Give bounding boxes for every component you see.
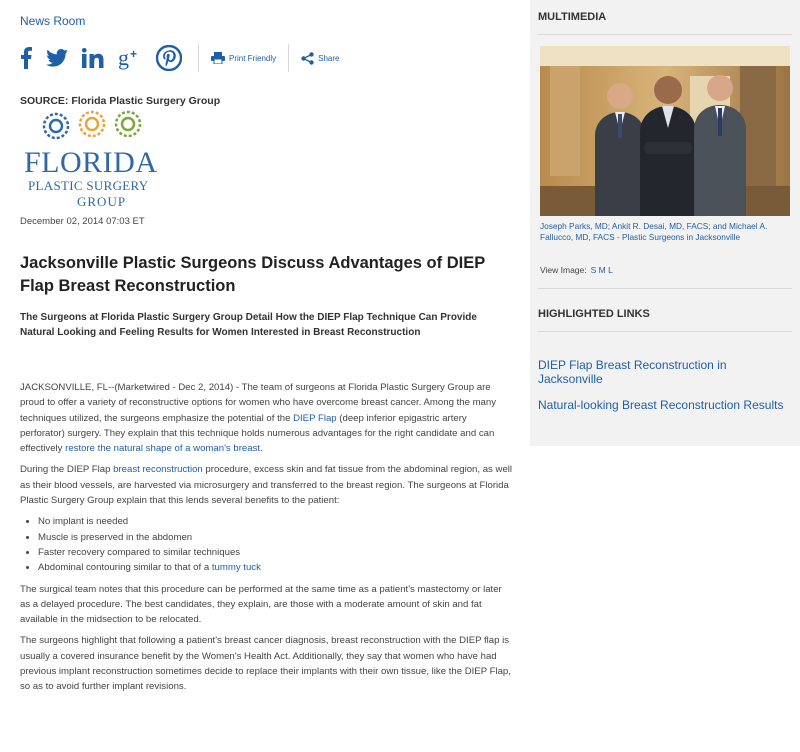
svg-text:g: g — [118, 46, 129, 70]
company-logo — [20, 110, 170, 210]
logo-emblem-icon — [20, 110, 170, 146]
share-button[interactable] — [301, 52, 339, 65]
photo-caption[interactable]: Joseph Parks, MD; Ankit R. Desai, MD, FACS; and Michael A. Fallucco, MD, FACS - Plastic Surgeons in Jacksonville — [540, 221, 768, 242]
share-toolbar — [20, 38, 339, 78]
article-body — [20, 380, 514, 701]
linkedin-icon[interactable] — [82, 48, 104, 68]
toolbar-divider — [288, 44, 289, 72]
svg-text:+: + — [130, 47, 138, 61]
sidebar-divider — [538, 34, 792, 35]
restore-shape-link[interactable]: restore the natural shape of a woman's breast — [65, 443, 261, 455]
print-friendly-button[interactable] — [211, 52, 276, 64]
share-label: Share — [318, 53, 340, 63]
paragraph-2: During the DIEP Flap breast reconstruction procedure, excess skin and fat tissue from the abdominal region, as well as their blood vessels, are harvested via microsurgery and transferred to the breast region. The surgeons at Florida Plastic Surgery Group explain that this lends several benefits to the patient: — [20, 464, 513, 507]
facebook-icon[interactable] — [20, 47, 32, 69]
share-icon — [301, 52, 314, 65]
subheadline: The Surgeons at Florida Plastic Surgery Group Detail How the DIEP Flap Technique Can Provide Natural Looking and Feeling Results for Women Interested in Breast Reconstruction — [20, 312, 477, 338]
multimedia-heading: MULTIMEDIA — [538, 11, 607, 23]
breast-reconstruction-link[interactable]: breast reconstruction — [113, 464, 203, 476]
surgeons-photo-image — [540, 46, 790, 216]
paragraph-4: The surgeons highlight that following a patient's breast cancer diagnosis, breast reconstruction with the DIEP flap is usually a covered insurance benefit by the Women's Health Act. Additionally, they say that women who have had previous implant reconstruction sometimes decide to replace their implants with their own tissue, like the DIEP Flap, so as to avoid further implant revisions. — [20, 635, 511, 693]
headline: Jacksonville Plastic Surgeons Discuss Advantages of DIEP Flap Breast Reconstruction — [20, 254, 485, 295]
printer-icon — [211, 52, 225, 64]
toolbar-divider — [198, 44, 199, 72]
logo-line-3: GROUP — [77, 194, 127, 209]
release-date: December 02, 2014 07:03 ET — [20, 216, 145, 227]
view-image-row — [540, 265, 613, 275]
sidebar-divider — [538, 288, 792, 289]
list-item: • No implant is needed — [38, 514, 514, 529]
google-plus-icon[interactable] — [118, 46, 142, 70]
logo-line-1: FLORIDA — [24, 146, 158, 179]
diep-flap-link[interactable]: DIEP Flap — [293, 412, 337, 424]
view-image-size-links[interactable]: S M L — [590, 265, 613, 275]
twitter-icon[interactable] — [46, 49, 68, 67]
surgeons-photo[interactable] — [540, 46, 790, 216]
news-room-link[interactable]: News Room — [20, 14, 86, 28]
highlighted-link-2[interactable]: Natural-looking Breast Reconstruction Results — [538, 398, 784, 412]
paragraph-3: The surgical team notes that this procedure can be performed at the same time as a patient's mastectomy or later as a delayed procedure. The best candidates, they explain, are those with a moderate amount of skin and fat available in the midsection to be relocated. — [20, 583, 502, 626]
highlighted-links-heading: HIGHLIGHTED LINKS — [538, 308, 650, 320]
sidebar-divider — [538, 331, 792, 332]
print-friendly-label: Print Friendly — [229, 53, 277, 63]
pinterest-icon[interactable] — [156, 45, 182, 71]
list-item: • Faster recovery compared to similar techniques — [38, 545, 514, 560]
paragraph-1: JACKSONVILLE, FL--(Marketwired - Dec 2, 2014) - The team of surgeons at Florida Plastic Surgery Group are proud to offer a variety of reconstructive options for women who have overcome breast cancer. Among the many techniques utilized, the surgeons emphasize the potential of the DIEP Flap (deep inferior epigastric artery perforator) surgery. They explain that this technique holds numerous advantages for the right candidate and can effectively restore the natural shape of a woman's breast. — [20, 382, 497, 455]
list-item: • Abdominal contouring similar to that of a tummy tuck — [38, 560, 514, 575]
highlighted-link-1[interactable]: DIEP Flap Breast Reconstruction in Jacksonville — [538, 358, 727, 386]
source-line: SOURCE: Florida Plastic Surgery Group — [20, 95, 221, 107]
list-item: • Muscle is preserved in the abdomen — [38, 530, 514, 545]
sidebar — [530, 0, 800, 446]
tummy-tuck-link[interactable]: tummy tuck — [211, 562, 261, 574]
view-image-label: View Image: — [540, 265, 587, 275]
benefits-list — [20, 514, 514, 575]
logo-line-2: PLASTIC SURGERY — [28, 178, 149, 193]
